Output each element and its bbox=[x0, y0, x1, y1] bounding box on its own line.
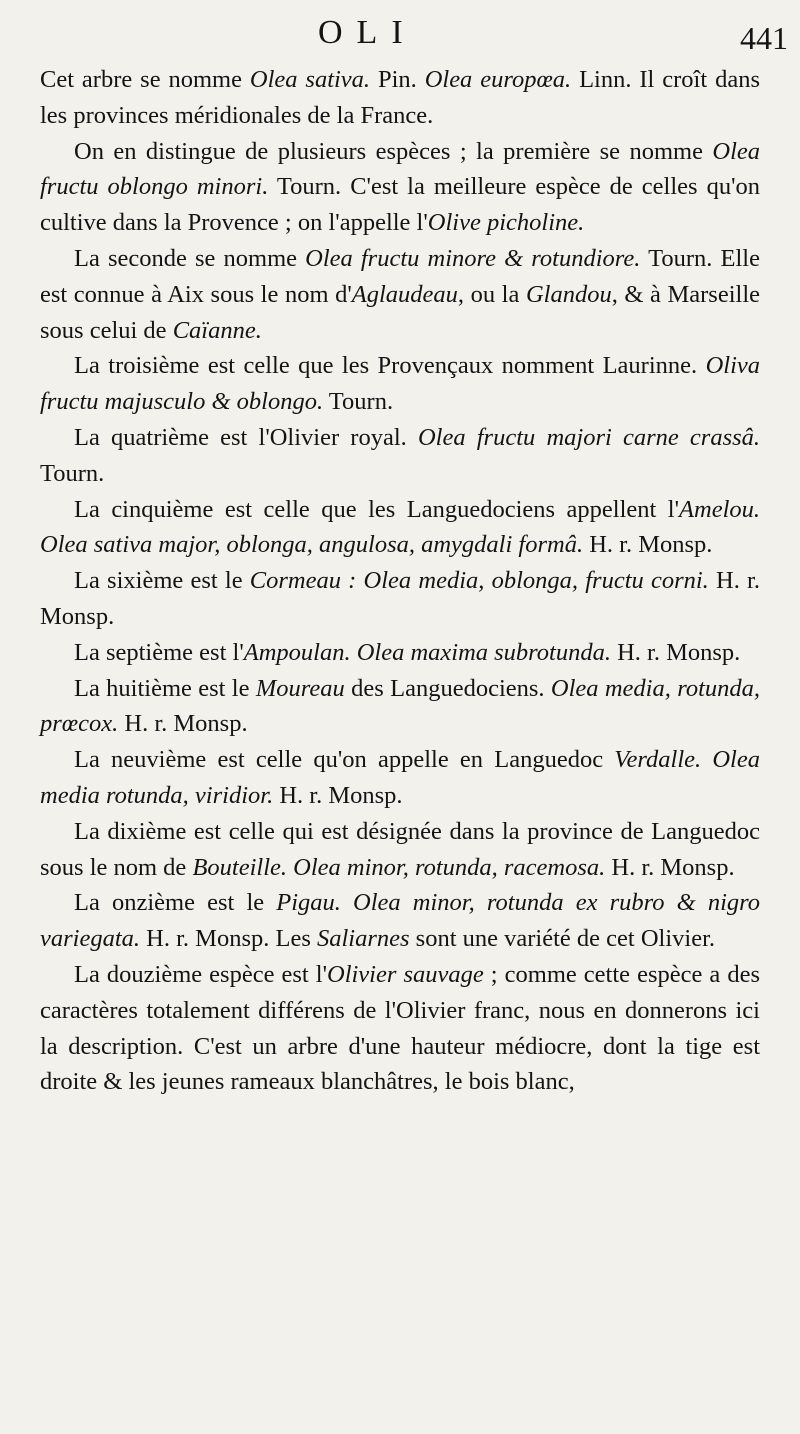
text-segment: Tourn. bbox=[40, 459, 105, 487]
italic-latin-name: Oliva fructu majusculo & oblongo. bbox=[40, 352, 760, 416]
paragraph-2 bbox=[40, 134, 760, 241]
text-segment: H. r. Monsp. bbox=[605, 853, 735, 881]
text-segment: La troisième est celle que les Provençaux nomment Laurinne. bbox=[74, 352, 706, 380]
italic-latin-name: Olea fructu minore & rotundiore. bbox=[305, 244, 641, 272]
text-segment: Tourn. bbox=[323, 388, 394, 416]
paragraph-12 bbox=[40, 885, 760, 957]
text-segment: La septième est l' bbox=[74, 638, 244, 666]
italic-latin-name: Aglaudeau bbox=[351, 280, 458, 308]
paragraph-9 bbox=[40, 671, 760, 743]
text-segment: H. r. Monsp. bbox=[583, 531, 713, 559]
text-segment: La seconde se nomme bbox=[74, 244, 306, 272]
italic-latin-name: Saliarnes bbox=[316, 925, 410, 953]
italic-latin-name: Olea sativa. bbox=[249, 66, 371, 93]
text-segment: Pin. bbox=[370, 66, 425, 93]
running-title: OLI bbox=[318, 14, 417, 51]
italic-latin-name: Glandou bbox=[525, 280, 612, 308]
text-segment: Tourn. Elle est connue à Aix sous le nom d' bbox=[40, 244, 760, 308]
text-segment: , ou la bbox=[457, 280, 526, 308]
paragraph-4 bbox=[40, 348, 760, 420]
text-segment: La onzième est le bbox=[74, 889, 277, 917]
italic-latin-name: Verdalle. Olea media rotunda, viridior. bbox=[40, 746, 760, 809]
italic-latin-name: Olea fructu oblongo minori. bbox=[40, 137, 760, 201]
paragraph-10 bbox=[40, 742, 760, 814]
paragraph-3 bbox=[40, 241, 760, 348]
text-segment: Tourn. C'est la meilleure espèce de celles qu'on cultive dans la Provence ; on l'appelle l' bbox=[40, 173, 761, 237]
italic-latin-name: Olivier sauvage bbox=[327, 960, 484, 988]
text-segment: La dixième est celle qui est désignée dans la province de Languedoc sous le nom de bbox=[40, 817, 760, 881]
text-segment: H. r. Monsp. bbox=[40, 567, 760, 630]
text-segment: des Languedociens. bbox=[344, 674, 551, 702]
body-text bbox=[40, 62, 760, 1100]
text-segment: Linn. Il croît dans les provinces méridionales de la France. bbox=[40, 66, 760, 129]
text-segment: La sixième est le bbox=[74, 567, 250, 595]
paragraph-6 bbox=[40, 492, 760, 564]
text-segment: La quatrième est l'Olivier royal. bbox=[74, 423, 418, 451]
italic-latin-name: Cormeau : Olea media, oblonga, fructu corni. bbox=[249, 567, 709, 595]
paragraph-8 bbox=[40, 635, 760, 671]
paragraph-13 bbox=[40, 957, 760, 1100]
text-segment: H. r. Monsp. bbox=[118, 710, 248, 738]
italic-latin-name: Caïanne. bbox=[172, 316, 262, 344]
text-segment: H. r. Monsp. bbox=[610, 638, 741, 666]
text-segment: On en distingue de plusieurs espèces ; la première se nomme bbox=[74, 137, 713, 165]
italic-latin-name: Pigau. Olea minor, rotunda ex rubro & nigro variegata. bbox=[40, 889, 760, 953]
italic-latin-name: Olive picholine. bbox=[427, 209, 585, 237]
running-head bbox=[0, 14, 800, 64]
italic-latin-name: Olea europœa. bbox=[424, 66, 572, 93]
italic-latin-name: Amelou. Olea sativa major, oblonga, angulosa, amygdali formâ. bbox=[40, 495, 760, 559]
text-segment: , & à Marseille sous celui de bbox=[40, 280, 761, 344]
italic-latin-name: Bouteille. Olea minor, rotunda, racemosa. bbox=[192, 853, 606, 881]
text-segment: sont une variété de cet Olivier. bbox=[409, 925, 716, 953]
text-segment: La neuvième est celle qu'on appelle en Languedoc bbox=[74, 746, 615, 774]
text-segment: La douzième espèce est l' bbox=[74, 960, 327, 988]
text-segment: H. r. Monsp. bbox=[273, 781, 403, 809]
paragraph-1 bbox=[40, 62, 760, 134]
paragraph-5 bbox=[40, 420, 760, 492]
text-segment: ; comme cette espèce a des caractères totalement différens de l'Olivier franc, nous en donnerons ici la description. C'est un arbre d'une hauteur médiocre, dont la tige est droite & les jeunes rameaux blanchâtres, le bois blanc, bbox=[40, 960, 760, 1096]
text-segment: La huitième est le bbox=[74, 674, 256, 702]
text-segment: Cet arbre se nomme bbox=[40, 66, 250, 93]
text-segment: La cinquième est celle que les Languedociens appellent l' bbox=[74, 495, 680, 523]
paragraph-7 bbox=[40, 563, 760, 635]
text-segment: H. r. Monsp. Les bbox=[140, 925, 317, 953]
paragraph-11 bbox=[40, 814, 760, 886]
italic-latin-name: Ampoulan. Olea maxima subrotunda. bbox=[243, 638, 611, 666]
page-number: 441 bbox=[740, 20, 788, 56]
italic-latin-name: Olea media, rotunda, prœcox. bbox=[40, 674, 761, 738]
italic-latin-name: Moureau bbox=[255, 674, 345, 702]
italic-latin-name: Olea fructu majori carne crassâ. bbox=[417, 423, 761, 451]
